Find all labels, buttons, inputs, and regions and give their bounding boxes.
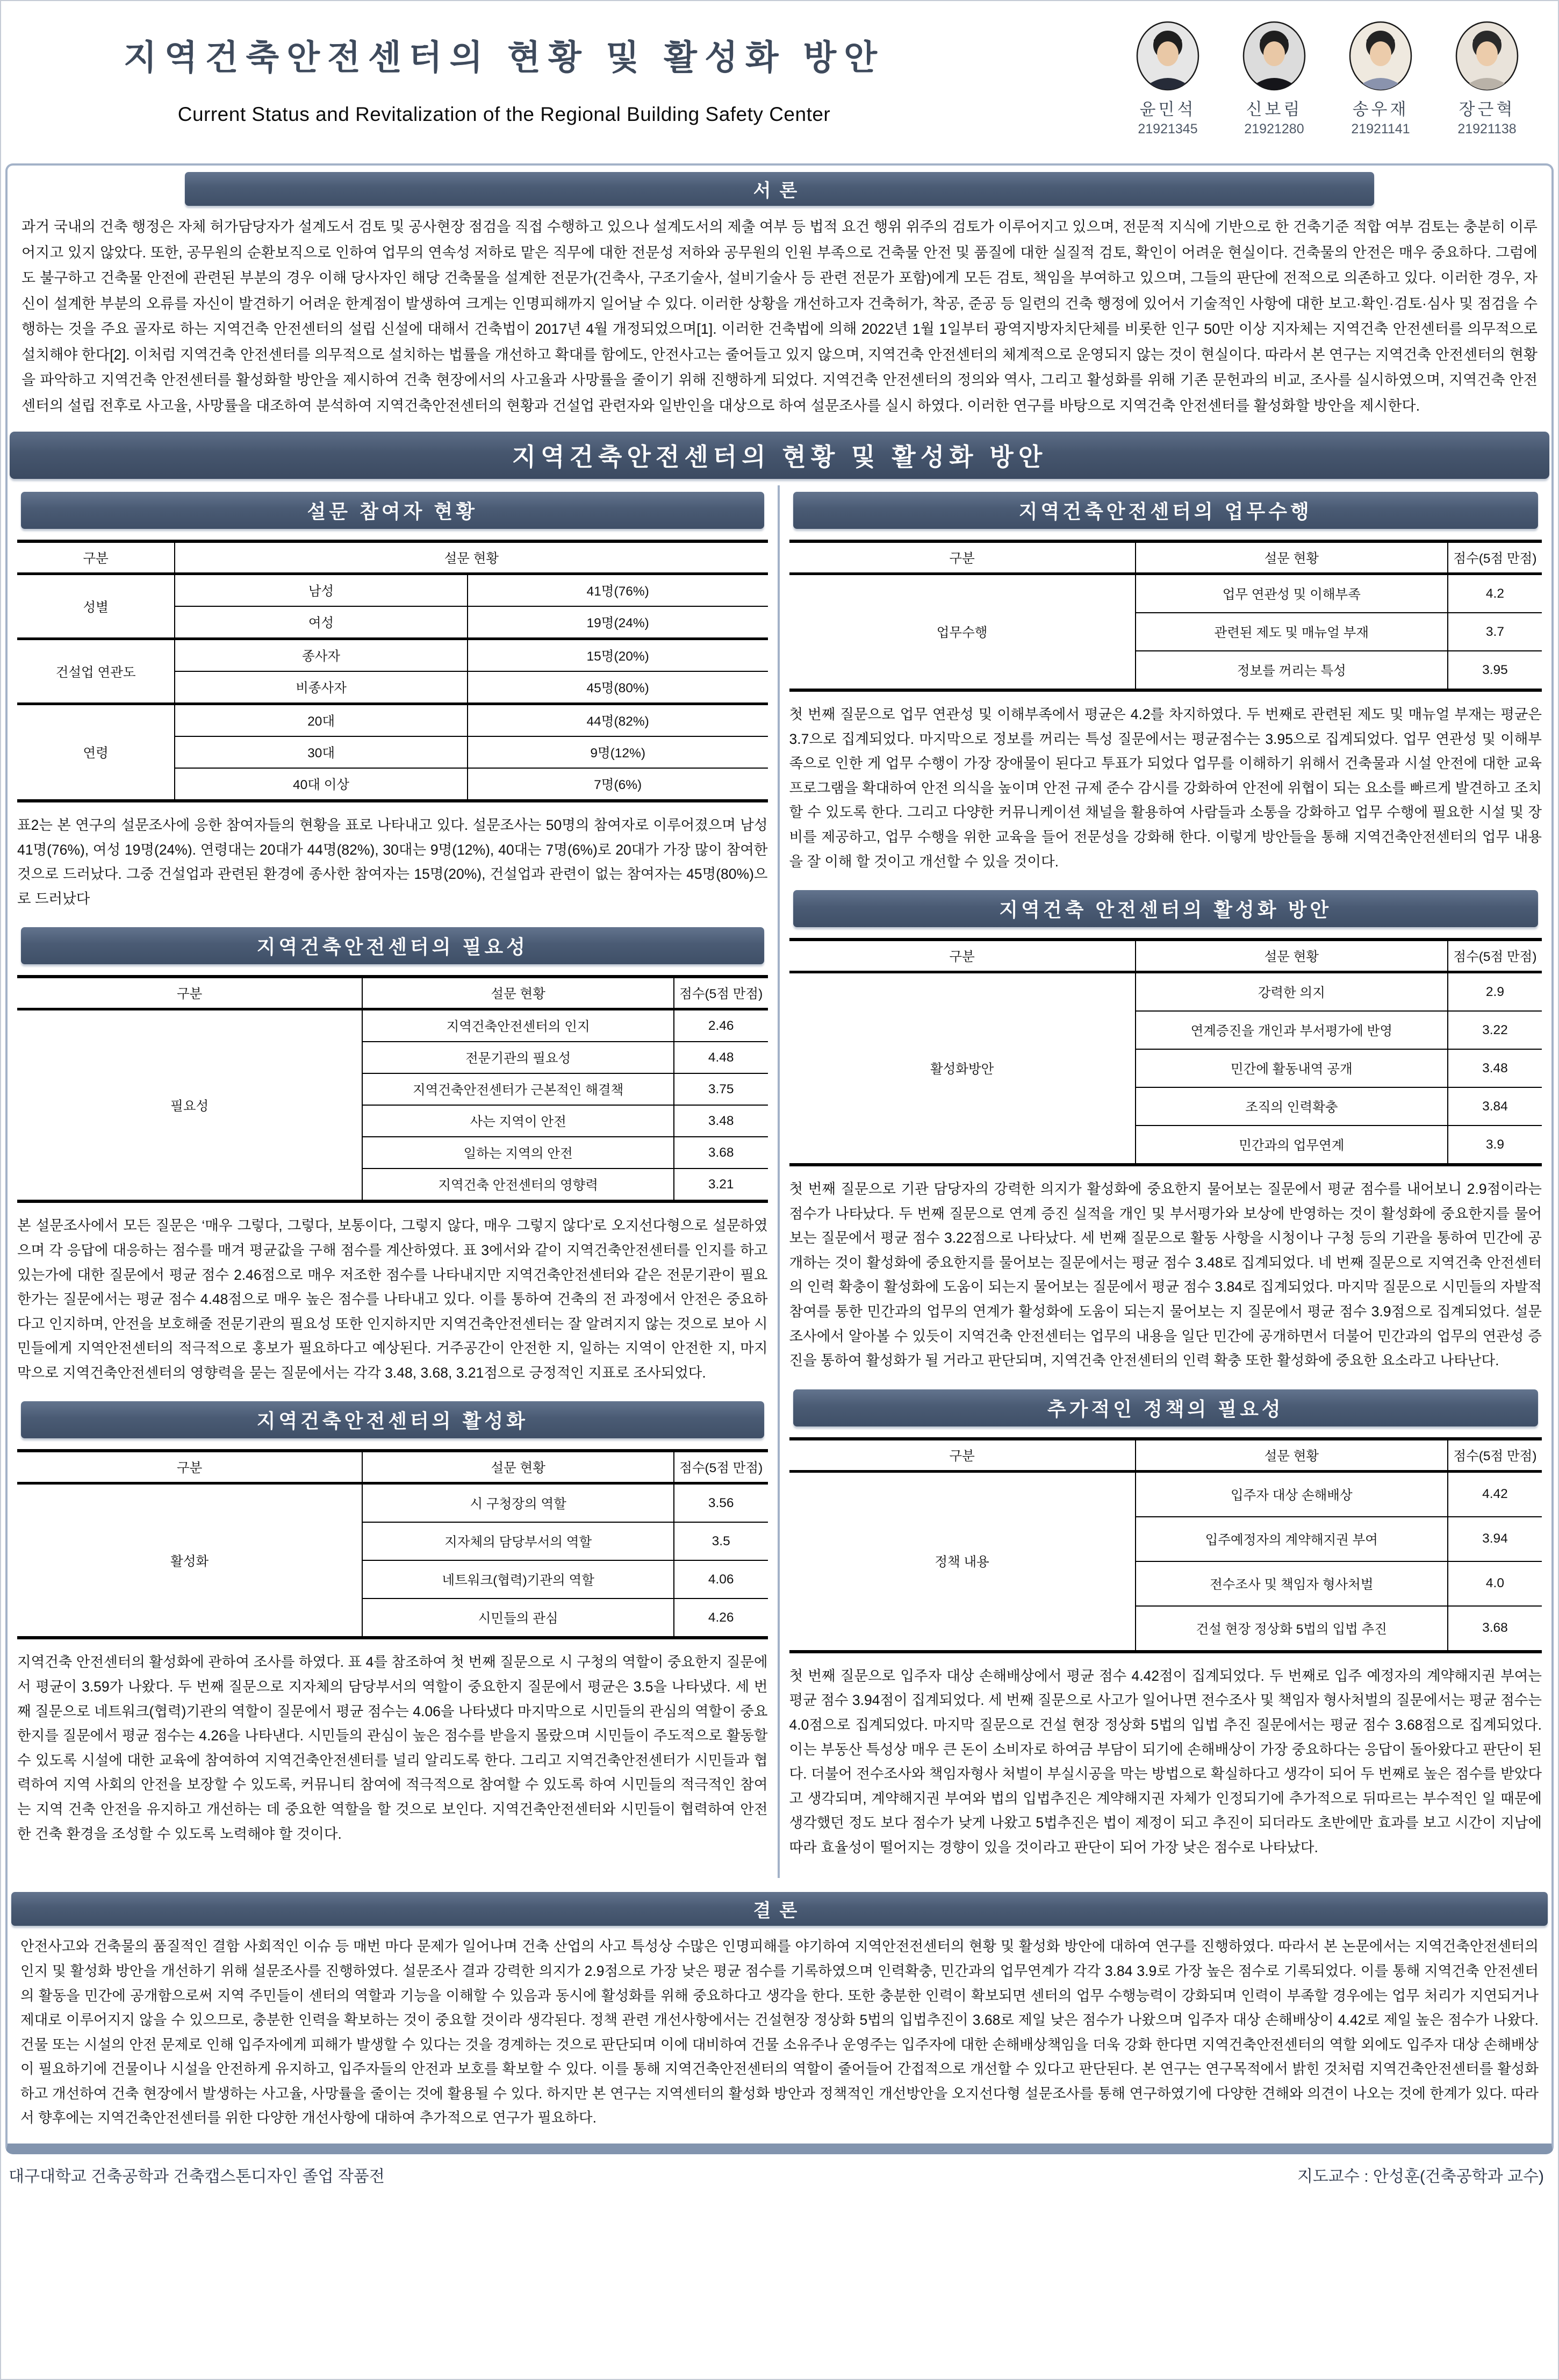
table-cell: 2.46 (674, 1009, 768, 1042)
author-photo (1242, 20, 1306, 91)
table-cell: 3.22 (1448, 1011, 1542, 1049)
author-photo (1136, 20, 1200, 91)
table-row (789, 1471, 1542, 1517)
table-cell: 20대 (175, 704, 468, 737)
participants-table (17, 540, 768, 802)
table-header-cell: 구분 (17, 977, 362, 1009)
table-header-cell: 점수(5점 만점) (674, 1451, 768, 1483)
author-list (1126, 15, 1534, 137)
poster-title-english: Current Status and Revitalization of the Regional Building Safety Center (177, 103, 831, 125)
table-cell: 2.9 (1448, 972, 1542, 1012)
conclusion-text: 안전사고와 건축물의 품질적인 결함 사회적인 이슈 등 매번 마다 문제가 일어나며 건축 산업의 사고 특성상 수많은 인명피해를 야기하여 지역안전전센터의 현황 및 활성화 방안에 대하여 연구를 진행하였다. 따라서 본 논문에서는 지역건축안전센터의 인지 및 활성화 방안을 개선하기 위해 설문조사를 진행하였다. 설문조사 결과 강력한 의지가 2.9점으로 가장 낮은 평균 점수를 기록하였으며 인력확충, 민간과의 업무연계가 각각 3.84 3.9로 가장 높은 점수로 기록되었다. 이를 통해 지역건축 안전센터의 활동을 민간에 공개함으로써 지역 주민들이 센터의 역할과 기능을 이해할 수 있음과 동시에 활성화를 위해 중요하다고 생각을 한다. 또한 충분한 인력이 확보되면 센터의 업무 수행능력이 강화되며 인력이 부족할 경우에는 업무 처리가 지연되거나 제대로 이루어지지 않을 수 있으므로, 충분한 인력을 확보하는 것이 중요할 것이라 생각된다. 정책 관련 개선사항에서는 건설현장 정상화 5법의 입법추진이 3.68로 제일 낮은 점수가 나왔으며 입주자 대상 손해배상이 4.42로 제일 높은 점수가 나왔다. 건물 또는 시설의 안전 문제로 인해 입주자에게 피해가 발생할 수 있다는 것을 경계하는 것으로 판단되며 이에 대비하여 건물 소유주나 운영주는 입주자에 대한 손해배상책임을 더욱 강화 한다면 지역건축안전센터의 역할 외에도 입주자 대상 손해배상이 필요하기에 건물이나 시설을 안전하게 유지하고, 입주자들의 안전과 보호를 확보할 수 있다. 이를 통해 지역건축안전센터의 역할이 줄어들어 간접적으로 개선할 수 있다고 판단된다. 본 연구는 연구목적에서 밝힌 것처럼 지역건축안전센터를 활성화하고 개선하여 건축 현장에서 발생하는 사고율, 사망률을 줄이는 것에 활용될 수 있다. 하지만 본 연구는 지역센터의 활성화 방안과 정책적인 개선방안을 오지선다형 설문조사를 통해 연구하였기에 다양한 견해와 의견이 나오는 것에 한계가 있다. 따라서 향후에는 지역건축안전센터를 위한 다양한 개선사항에 대하여 추가적으로 연구가 필요하다. (20, 1938, 1539, 2126)
footer-left-text: 대구대학교 건축공학과 건축캡스톤디자인 졸업 작품전 (9, 2168, 385, 2186)
table-cell: 종사자 (175, 639, 468, 672)
table-cell: 업무 연관성 및 이해부족 (1136, 574, 1448, 613)
author-id: 21921141 (1351, 121, 1410, 137)
section-title: 지역건축안전센터의 활성화 (21, 1401, 764, 1438)
table-cell: 건설 현장 정상화 5법의 입법 추진 (1136, 1606, 1448, 1652)
table-group-cell: 연령 (17, 704, 175, 801)
table-header-cell: 구분 (789, 541, 1136, 574)
table-row (17, 639, 768, 672)
section-participants (17, 492, 768, 911)
table-cell: 4.48 (674, 1042, 768, 1073)
table-header-cell: 설문 현황 (362, 977, 674, 1009)
table-header-cell: 설문 현황 (1136, 1439, 1448, 1472)
table-cell: 4.06 (674, 1560, 768, 1598)
table-group-cell: 활성화 (17, 1483, 362, 1638)
plan-caption: 첫 번째 질문으로 기관 담당자의 강력한 의지가 활성화에 중요한지 물어보는 질문에서 평균 점수를 내어보니 2.9점이라는 점수가 나타났다. 두 번째 질문으로 연계 증진 실적을 개인 및 부서평가와 보상에 반영하는 것이 활성화에 중요한지를 물어보는 질문에서 평균 점수 3.22점으로 나타났다. 세 번째 질문으로 활동 사항을 시청이나 구청 등의 기관을 통하여 민간에 공개하는 것이 활성화에 중요한지를 물어보는 질문에서는 평균 점수 3.48로 집계되었다. 네 번째 질문으로 지역건축 안전센터의 인력 확충이 활성화에 도움이 되는지 물어보는 질문에서 평균 점수 3.84로 집계되었다. 마지막 질문으로 시민들의 자발적 참여를 통한 민간과의 업무의 연계가 활성화에 도움이 되는지 물어보는 지 질문에서 평균 점수 3.9점으로 집계되었다. 설문조사에서 알아볼 수 있듯이 지역건축 안전센터는 업무의 내용을 일단 민간에 공개하면서 더불어 민간과의 업무의 연관성 증진을 통하여 활성화가 될 거라고 판단되며, 지역건축 안전센터의 인력 확충 또한 활성화에 중요한 요소라고 나타난다. (789, 1181, 1542, 1369)
table-group-cell: 정책 내용 (789, 1471, 1136, 1652)
poster-header (1, 1, 1558, 163)
table-cell: 3.68 (674, 1137, 768, 1169)
policy-table (789, 1437, 1542, 1653)
table-cell: 민간과의 업무연계 (1136, 1126, 1448, 1165)
mid-banner: 지역건축안전센터의 현황 및 활성화 방안 (10, 432, 1549, 479)
activation-caption: 지역건축 안전센터의 활성화에 관하여 조사를 하였다. 표 4를 참조하여 첫 번째 질문으로 시 구청의 역할이 중요한지 질문에서 평균이 3.59가 나왔다. 두 번째 질문으로 지자체의 담당부서의 역할이 중요한지 질문에서 평균은 3.5을 나타냈다. 세 번째 질문으로 네트워크(협력)기관의 역할이 질문에서 평균 점수는 4.06을 나타냈다 마지막으로 시민들의 관심의 역할이 중요한지를 질문에서 평균 점수는 4.26을 나타낸다. 시민들의 관심이 높은 점수를 받을지 몰랐으며 시민들이 주도적으로 활동할 수 있도록 시설에 대한 교육에 참여하여 지역건축안전센터를 널리 알리도록 한다. 그리고 지역건축안전센터가 시민들과 협력하여 지역 사회의 안전을 보장할 수 있도록, 커뮤니티 참여에 적극적으로 참여할 수 있도록 하여 시민들의 적극적인 참여는 지역 건축 안전을 유지하고 개선하는 데 중요한 역할을 할 것으로 보인다. 지역건축안전센터와 시민들이 협력하여 안전한 건축 환경을 조성할 수 있도록 노력해야 할 것이다. (17, 1654, 768, 1842)
two-column-area (8, 485, 1551, 1878)
table-group-cell: 업무수행 (789, 574, 1136, 691)
table-cell: 7명(6%) (468, 768, 768, 801)
table-cell: 지역건축안전센터의 인지 (362, 1009, 674, 1042)
author-card (1232, 20, 1316, 137)
poster-footer (1, 2154, 1558, 2194)
table-row (17, 574, 768, 607)
table-header-cell: 설문 현황 (1136, 541, 1448, 574)
table-row (17, 1009, 768, 1042)
table-row (17, 704, 768, 737)
author-id: 21921345 (1138, 121, 1198, 137)
section-work (789, 492, 1542, 874)
table-cell: 여성 (175, 606, 468, 639)
right-column (780, 485, 1552, 1878)
author-card (1445, 20, 1529, 137)
participants-caption: 표2는 본 연구의 설문조사에 응한 참여자들의 현황을 표로 나타내고 있다. 설문조사는 50명의 참여자로 이루어졌으며 남성 41명(76%), 여성 19명(24%). 연령대는 20대가 44명(82%), 30대는 9명(12%), 40대는 7명(6%)로 20대가 가장 많이 참여한 것으로 드러났다. 그중 건설업과 관련된 환경에 종사한 참여자는 15명(20%), 건설업과 관련이 없는 참여자는 45명(80%)으로 드러났다 (17, 817, 768, 907)
table-group-cell: 건설업 연관도 (17, 639, 175, 704)
table-cell: 3.68 (1448, 1606, 1542, 1652)
table-cell: 3.21 (674, 1169, 768, 1201)
title-block (20, 15, 988, 126)
table-cell: 3.7 (1448, 613, 1542, 651)
work-table (789, 540, 1542, 692)
table-header-cell: 점수(5점 만점) (1448, 940, 1542, 972)
author-card (1126, 20, 1210, 137)
necessity-caption: 본 설문조사에서 모든 질문은 ‘매우 그렇다, 그렇다, 보통이다, 그렇지 않다, 매우 그렇지 않다’로 오지선다형으로 설문하였으며 각 응답에 대응하는 점수를 매겨 평균값을 구해 점수를 계산하였다. 표 3에서와 같이 지역건축안전센터를 인지를 하고 있는가에 대한 질문에서 평균 점수 2.46점으로 매우 저조한 점수를 나타내지만 지역건축안전센터와 같은 전문기관이 필요한가는 질문에서는 평균 점수 4.48점으로 매우 높은 점수를 나타내고 있다. 이를 통하여 건축의 전 과정에서 안전은 중요하다고 인지하며, 안전을 보호해줄 전문기관의 필요성 또한 인지하지만 지역건축안전센터는 잘 알려지지 않는 것으로 보아 시민들에게 지역안전센터의 적극적으로 홍보가 필요하다고 예상된다. 거주공간이 안전한 지, 일하는 지역이 안전한 지, 마지막으로 지역건축안전센터의 영향력을 묻는 질문에서는 각각 3.48, 3.68, 3.21점으로 긍정적인 지표로 조사되었다. (17, 1217, 768, 1381)
table-cell: 사는 지역이 안전 (362, 1105, 674, 1137)
table-cell: 입주자 대상 손해배상 (1136, 1471, 1448, 1517)
table-cell: 지자체의 담당부서의 역할 (362, 1522, 674, 1560)
section-title: 설문 참여자 현황 (21, 492, 764, 529)
table-row (789, 574, 1542, 613)
author-name: 윤민석 (1139, 100, 1196, 119)
author-name: 신보림 (1246, 100, 1303, 119)
table-cell: 지역건축안전센터가 근본적인 해결책 (362, 1073, 674, 1105)
section-policy (789, 1389, 1542, 1860)
table-cell: 40대 이상 (175, 768, 468, 801)
table-cell: 연계증진을 개인과 부서평가에 반영 (1136, 1011, 1448, 1049)
table-cell: 정보를 꺼리는 특성 (1136, 651, 1448, 690)
table-header-cell: 구분 (17, 1451, 362, 1483)
table-cell: 전수조사 및 책임자 형사처벌 (1136, 1561, 1448, 1606)
table-header-cell: 구분 (789, 1439, 1136, 1472)
table-cell: 조직의 인력확충 (1136, 1087, 1448, 1126)
table-header-cell: 설문 현황 (362, 1451, 674, 1483)
table-group-cell: 필요성 (17, 1009, 362, 1202)
table-row (17, 1483, 768, 1523)
table-header-cell: 점수(5점 만점) (1448, 541, 1542, 574)
section-plan (789, 890, 1542, 1373)
section-title: 지역건축안전센터의 업무수행 (793, 492, 1538, 529)
table-cell: 3.56 (674, 1483, 768, 1523)
table-cell: 시민들의 관심 (362, 1598, 674, 1638)
author-card (1339, 20, 1423, 137)
table-header-cell: 점수(5점 만점) (674, 977, 768, 1009)
table-cell: 네트워크(협력)기관의 역할 (362, 1560, 674, 1598)
left-column (8, 485, 780, 1878)
section-heading-intro: 서론 (185, 172, 1374, 206)
author-name: 장근혁 (1459, 100, 1515, 119)
table-cell: 3.84 (1448, 1087, 1542, 1126)
table-cell: 41명(76%) (468, 574, 768, 607)
table-cell: 4.2 (1448, 574, 1542, 613)
table-cell: 3.48 (1448, 1049, 1542, 1087)
section-activation (17, 1401, 768, 1846)
section-heading-conclusion: 결론 (11, 1892, 1548, 1926)
table-cell: 4.42 (1448, 1471, 1542, 1517)
table-header-cell: 점수(5점 만점) (1448, 1439, 1542, 1472)
table-header-cell: 설문 현황 (175, 541, 767, 574)
section-title: 지역건축안전센터의 필요성 (21, 927, 764, 964)
table-cell: 3.95 (1448, 651, 1542, 690)
table-cell: 관련된 제도 및 매뉴얼 부재 (1136, 613, 1448, 651)
author-photo (1455, 20, 1519, 91)
table-group-cell: 활성화방안 (789, 972, 1136, 1165)
table-cell: 3.75 (674, 1073, 768, 1105)
table-cell: 19명(24%) (468, 606, 768, 639)
author-photo (1348, 20, 1413, 91)
table-cell: 3.5 (674, 1522, 768, 1560)
table-cell: 시 구청장의 역할 (362, 1483, 674, 1523)
table-cell: 지역건축 안전센터의 영향력 (362, 1169, 674, 1201)
table-cell: 강력한 의지 (1136, 972, 1448, 1012)
table-cell: 전문기관의 필요성 (362, 1042, 674, 1073)
footer-right-text: 지도교수 : 안성훈(건축공학과 교수) (1297, 2168, 1544, 2186)
work-caption: 첫 번째 질문으로 업무 연관성 및 이해부족에서 평균은 4.2를 차지하였다. 두 번째로 관련된 제도 및 매뉴얼 부재는 평균은 3.7으로 집계되었다. 마지막으로 정보를 꺼리는 특성 질문에서는 평균점수는 3.95으로 집계되었다. 업무 연관성 및 이해부족으로 인한 게 업무 수행이 가장 장애물이 된다고 투표가 되었다 업무를 이해하기 위해서 건축물과 시설 안전에 대한 교육 프로그램을 확대하여 안전 의식을 높이며 안전 규제 준수 감시를 강화하여 안전에 위협이 되는 요소를 빠르게 발견하고 조치할 수 있도록 한다. 그리고 다양한 커뮤니케이션 채널을 활용하여 사람들과 소통을 강화하고 업무 수행에 필요한 시설 및 장비를 제공하고, 업무 수행을 위한 교육을 들어 전문성을 강화해 한다. 이렇게 방안들을 통해 지역건축안전센터의 업무 내용을 잘 이해 할 것이고 개선할 수 있을 것이다. (789, 706, 1542, 870)
content-frame (5, 163, 1554, 2154)
table-cell: 입주예정자의 계약해지권 부여 (1136, 1517, 1448, 1561)
table-header-cell: 설문 현황 (1136, 940, 1448, 972)
section-title: 지역건축 안전센터의 활성화 방안 (793, 890, 1538, 927)
table-cell: 3.48 (674, 1105, 768, 1137)
poster-title-korean: 지역건축안전센터의 현황 및 활성화 방안 (123, 38, 885, 77)
author-id: 21921138 (1457, 121, 1517, 137)
table-cell: 44명(82%) (468, 704, 768, 737)
table-cell: 45명(80%) (468, 671, 768, 704)
table-cell: 15명(20%) (468, 639, 768, 672)
plan-table (789, 938, 1542, 1166)
activation-table (17, 1449, 768, 1639)
section-necessity (17, 927, 768, 1385)
table-header-cell: 구분 (17, 541, 175, 574)
policy-caption: 첫 번째 질문으로 입주자 대상 손해배상에서 평균 점수 4.42점이 집계되었다. 두 번째로 입주 예정자의 계약해지권 부여는 평균 점수 3.94점이 집계되었다. 세 번째 질문으로 사고가 일어나면 전수조사 및 책임자 형사처벌의 질문에서는 평균 점수는 4.0점으로 집계되었다. 마지막 질문으로 건설 현장 정상화 5법의 입법 추진 질문에서는 평균 점수 3.68점으로 집계되었다. 이는 부동산 특성상 매우 큰 돈이 소비자로 하여금 부담이 되기에 손해배상이 가장 중요하다는 응답이 돌아왔다고 판단이 된다. 더불어 전수조사와 책임자형사 처벌이 부실시공을 막는 방법으로 확실하다고 생각이 되어 두 번째로 높은 점수를 받았다고 생각되며, 계약해지권 부여와 법의 입법추진은 계약해지권 자체가 인정되기에 추가적으로 뒤따르는 부수적인 일 때문에 생각했던 정도 보다 점수가 낮게 나왔고 5법추진은 법이 제정이 되고 추진이 되더라도 초반에만 효과를 보고 시간이 지남에 따라 효율성이 떨어지는 경향이 있을 것이라고 판단이 되어 가장 낮은 점수로 나타났다. (789, 1667, 1542, 1855)
intro-text: 과거 국내의 건축 행정은 자체 허가담당자가 설계도서 검토 및 공사현장 점검을 직접 수행하고 있으나 설계도서의 제출 여부 등 법적 요건 행위 위주의 검토가 이루어지고 있으며, 전문적 지식에 기반으로 한 건축기준 적합 여부 검토는 충분히 이루어지고 있지 않았다. 또한, 공무원의 순환보직으로 인하여 업무의 연속성 저하로 맡은 직무에 대한 전문성 저하와 공무원의 인원 부족으로 건축물 안전 및 품질에 대한 실질적 검토, 확인이 어려운 현실이다. 건축물의 안전은 매우 중요하다. 그럼에도 불구하고 건축물 안전에 관련된 부분의 경우 이해 당사자인 해당 건축물을 설계한 전문가(건축사, 구조기술사, 설비기술사 등 관련 전문가 포함)에게 모든 검토, 책임을 부여하고 있으며, 그들의 판단에 전적으로 의존하고 있다. 이러한 경우, 자신이 설계한 부분의 오류를 자신이 발견하기 어려운 한계점이 발생하여 크게는 인명피해까지 일어날 수 있다. 이러한 상황을 개선하고자 건축허가, 착공, 준공 등 일련의 건축 행정에 있어서 기술적인 사항에 대한 보고·확인·검토·심사 및 점검을 수행하는 것을 주요 골자로 하는 지역건축 안전센터의 설립 신설에 대해서 건축법이 2017년 4월 개정되었으며[1]. 이러한 건축법에 의해 2022년 1월 1일부터 광역지방자치단체를 비롯한 인구 50만 이상 지자체는 지역건축 안전센터를 의무적으로 설치해야 한다[2]. 이처럼 지역건축 안전센터를 의무적으로 설치하는 법률을 개선하고 확대를 함에도, 안전사고는 줄어들고 있지 않으며, 지역건축 안전센터의 체계적으로 운영되지 않는 것이 현실이다. 따라서 본 연구는 지역건축 안전센터의 현황을 파악하고 지역건축 안전센터를 활성화할 방안을 제시하여 건축 현장에서의 사고율과 사망률을 줄이기 위해 진행하게 되었다. 지역건축 안전센터의 정의와 역사, 그리고 활성화를 위해 기존 문헌과의 비교, 조사를 실시하였으며, 지역건축 안전센터의 설립 전후로 사고율, 사망률을 대조하여 분석하여 지역건축안전센터의 현황과 건설업 관련자와 일반인을 대상으로 하여 설문조사를 실시 하였다. 이러한 연구를 바탕으로 지역건축 안전센터를 활성화할 방안을 제시한다. (21, 219, 1538, 414)
table-cell: 30대 (175, 736, 468, 768)
table-group-cell: 성별 (17, 574, 175, 639)
table-cell: 3.94 (1448, 1517, 1542, 1561)
table-header-cell: 구분 (789, 940, 1136, 972)
table-cell: 남성 (175, 574, 468, 607)
table-cell: 일하는 지역의 안전 (362, 1137, 674, 1169)
author-id: 21921280 (1244, 121, 1304, 137)
necessity-table (17, 975, 768, 1203)
table-cell: 민간에 활동내역 공개 (1136, 1049, 1448, 1087)
table-cell: 3.9 (1448, 1126, 1542, 1165)
table-cell: 비종사자 (175, 671, 468, 704)
table-row (789, 972, 1542, 1012)
table-cell: 9명(12%) (468, 736, 768, 768)
table-cell: 4.26 (674, 1598, 768, 1638)
table-cell: 4.0 (1448, 1561, 1542, 1606)
author-name: 송우재 (1352, 100, 1409, 119)
section-title: 추가적인 정책의 필요성 (793, 1389, 1538, 1426)
